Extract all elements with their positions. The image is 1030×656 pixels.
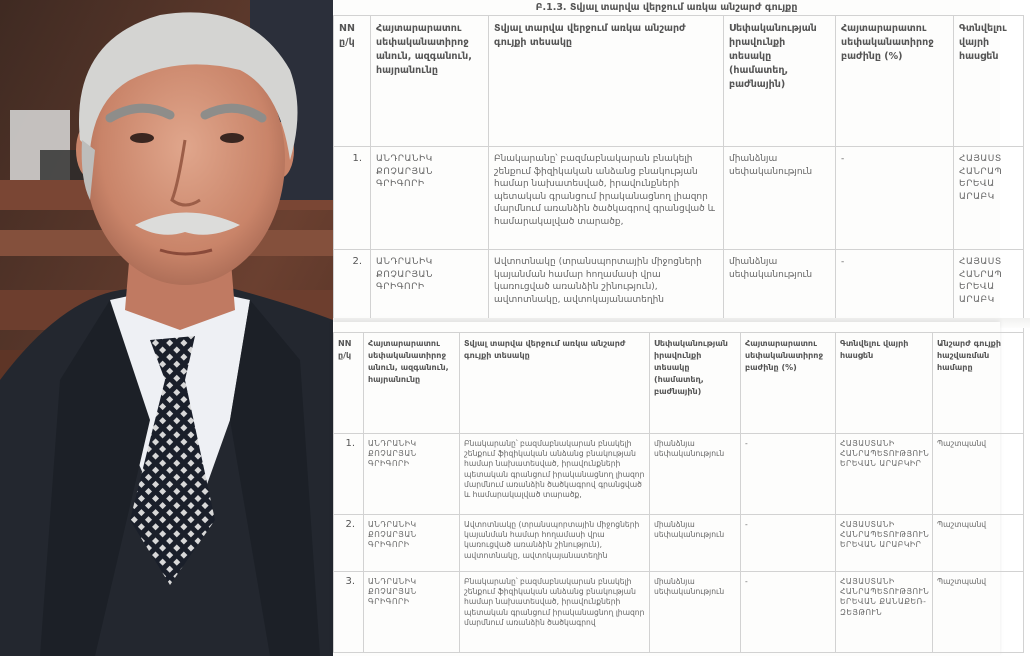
portrait-illustration bbox=[0, 0, 333, 656]
row-share: - bbox=[741, 515, 836, 572]
portrait-photo bbox=[0, 0, 333, 656]
row-property-type: Ավտոտնակը (տրանսպորտային միջոցների կայանման համար հողամասի վրա կառուցված առանձին շինություն), ավտոտնակը, ավտոկայանատեղին bbox=[460, 515, 650, 572]
header-share: Հայտարարատու սեփականատիրոջ բաժինը (%) bbox=[836, 16, 954, 147]
table-header-row bbox=[334, 333, 1024, 434]
row-ownership-type: միանձնյա սեփականություն bbox=[724, 147, 836, 250]
row-property-type: Բնակարանը՝ բազմաբնակարան բնակելի շենքում ֆիզիկական անձանց բնակության համար նախատեսված, իրավունքների պետական գրանցում իրականացնող լիազոր մարմնում առանձին ծածկագրով bbox=[460, 572, 650, 653]
document-page-top bbox=[333, 0, 1007, 322]
row-share: - bbox=[741, 572, 836, 653]
header-number: NN ը/կ bbox=[334, 16, 371, 147]
table-row bbox=[334, 147, 1024, 250]
table-header-row bbox=[334, 16, 1024, 147]
header-property-type: Տվյալ տարվա վերջում առկա անշարժ գույքի տեսակը bbox=[460, 333, 650, 434]
row-owner: ԱՆԴՐԱՆԻԿ ՔՈՉԱՐՅԱՆ ԳՐԻԳՈՐԻ bbox=[364, 572, 460, 653]
header-record-number: Անշարժ գույքի հաշվառման համարը bbox=[933, 333, 1024, 434]
row-address: ՀԱՅԱՍՏԱՆԻ ՀԱՆՐԱՊԵՏՈՒԹՅՈՒՆ ԵՐԵՎԱՆ ԱՐԱԲԿԻՐ bbox=[836, 515, 933, 572]
row-number: 1. bbox=[334, 434, 364, 515]
table-row bbox=[334, 515, 1024, 572]
table-row bbox=[334, 572, 1024, 653]
row-ownership-type: միանձնյա սեփականություն bbox=[650, 572, 741, 653]
header-property-type: Տվյալ տարվա վերջում առկա անշարժ գույքի տեսակը bbox=[489, 16, 724, 147]
header-number: NN ը/կ bbox=[334, 333, 364, 434]
row-owner: ԱՆԴՐԱՆԻԿ ՔՈՉԱՐՅԱՆ ԳՐԻԳՈՐԻ bbox=[371, 147, 489, 250]
row-record-number: Պաշտպանվ bbox=[933, 434, 1024, 515]
row-address: ՀԱՅԱՍՏ ՀԱՆՐԱՊ ԵՐԵՎԱ ԱՐԱԲԿ bbox=[954, 250, 1024, 333]
asset-declaration-document bbox=[333, 0, 1007, 656]
row-number: 1. bbox=[334, 147, 371, 250]
row-record-number: Պաշտպանվ bbox=[933, 572, 1024, 653]
header-ownership-type: Սեփականության իրավունքի տեսակը (համատեղ, բաժնային) bbox=[650, 333, 741, 434]
row-address: ՀԱՅԱՍՏ ՀԱՆՐԱՊ ԵՐԵՎԱ ԱՐԱԲԿ bbox=[954, 147, 1024, 250]
real-estate-table-bottom bbox=[333, 332, 1024, 653]
row-property-type: Ավտոտնակը (տրանսպորտային միջոցների կայանման համար հողամասի վրա կառուցված առանձին շինություն), ավտոտնակը, ավտոկայանատեղին bbox=[489, 250, 724, 333]
header-ownership-type: Սեփականության իրավունքի տեսակը (համատեղ, բաժնային) bbox=[724, 16, 836, 147]
header-address: Գտնվելու վայրի հասցեն bbox=[836, 333, 933, 434]
row-property-type: Բնակարանը՝ բազմաբնակարան բնակելի շենքում ֆիզիկական անձանց բնակության համար նախատեսված, իրավունքների պետական գրանցում իրականացնող լիազոր մարմնում առանձին ծածկագրով գրանցված և համարակալված տարածք, bbox=[460, 434, 650, 515]
row-owner: ԱՆԴՐԱՆԻԿ ՔՈՉԱՐՅԱՆ ԳՐԻԳՈՐԻ bbox=[364, 515, 460, 572]
row-owner: ԱՆԴՐԱՆԻԿ ՔՈՉԱՐՅԱՆ ԳՐԻԳՈՐԻ bbox=[371, 250, 489, 333]
row-ownership-type: միանձնյա սեփականություն bbox=[650, 515, 741, 572]
row-number: 2. bbox=[334, 250, 371, 333]
row-owner: ԱՆԴՐԱՆԻԿ ՔՈՉԱՐՅԱՆ ԳՐԻԳՈՐԻ bbox=[364, 434, 460, 515]
header-owner: Հայտարարատու սեփականատիրոջ անուն, ազգանուն, հայրանունը bbox=[364, 333, 460, 434]
section-title: Բ.1.3. Տվյալ տարվա վերջում առկա անշարժ գույքը bbox=[333, 1, 1000, 16]
row-number: 3. bbox=[334, 572, 364, 653]
header-address: Գտնվելու վայրի հասցեն bbox=[954, 16, 1024, 147]
row-address: ՀԱՅԱՍՏԱՆԻ ՀԱՆՐԱՊԵՏՈՒԹՅՈՒՆ ԵՐԵՎԱՆ ԱՐԱԲԿԻՐ bbox=[836, 434, 933, 515]
row-record-number: Պաշտպանվ bbox=[933, 515, 1024, 572]
real-estate-table-top bbox=[333, 15, 1024, 333]
row-number: 2. bbox=[334, 515, 364, 572]
row-share: - bbox=[741, 434, 836, 515]
row-address: ՀԱՅԱՍՏԱՆԻ ՀԱՆՐԱՊԵՏՈՒԹՅՈՒՆ ԵՐԵՎԱՆ ՔԱՆԱՔԵՌ-ԶԵՅԹՈՒՆ bbox=[836, 572, 933, 653]
row-ownership-type: միանձնյա սեփականություն bbox=[724, 250, 836, 333]
document-page-bottom bbox=[333, 322, 1000, 656]
row-property-type: Բնակարանը՝ բազմաբնակարան բնակելի շենքում ֆիզիկական անձանց բնակության համար նախատեսված, իրավունքների պետական գրանցում իրականացնող լիազոր մարմնում առանձին ծածկագրով գրանցված և համարակալված տարածք, bbox=[489, 147, 724, 250]
header-owner: Հայտարարատու սեփականատիրոջ անուն, ազգանուն, հայրանունը bbox=[371, 16, 489, 147]
header-share: Հայտարարատու սեփականատիրոջ բաժինը (%) bbox=[741, 333, 836, 434]
row-share: - bbox=[836, 147, 954, 250]
table-row bbox=[334, 434, 1024, 515]
row-share: - bbox=[836, 250, 954, 333]
row-ownership-type: միանձնյա սեփականություն bbox=[650, 434, 741, 515]
